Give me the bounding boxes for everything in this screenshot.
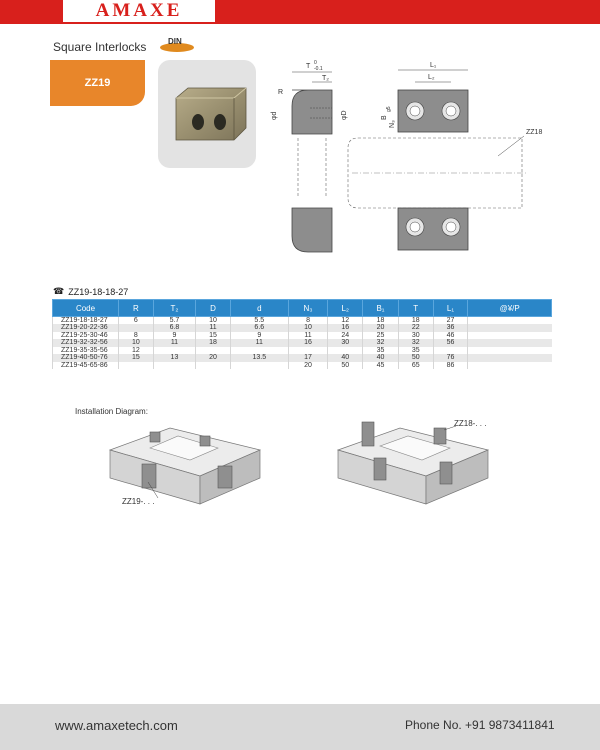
dim-T-upper-tol: 0	[314, 60, 317, 66]
dim-g5: g5	[386, 106, 392, 112]
cell-T: 50	[398, 354, 433, 362]
cell-D: 18	[196, 339, 231, 347]
cell-L2	[328, 347, 363, 355]
cell-price	[468, 332, 552, 340]
cell-L1	[433, 347, 468, 355]
col-L1[interactable]: L₁	[433, 300, 468, 317]
cell-price	[468, 354, 552, 362]
table-row	[53, 354, 552, 362]
col-code[interactable]: Code	[53, 300, 119, 317]
cell-T2: 9	[153, 332, 195, 340]
cell-T: 65	[398, 362, 433, 370]
cell-price	[468, 324, 552, 332]
col-price[interactable]: @¥/P	[468, 300, 552, 317]
cell-T2: 6.8	[153, 324, 195, 332]
cell-R: 12	[119, 347, 154, 355]
technical-drawing	[262, 58, 562, 258]
cell-d	[230, 347, 288, 355]
col-T2[interactable]: T₂	[153, 300, 195, 317]
cell-N3: 16	[288, 339, 328, 347]
cell-B1: 20	[363, 324, 399, 332]
installation-diagram	[100, 420, 520, 530]
cell-R: 6	[119, 317, 154, 325]
cell-d: 6.6	[230, 324, 288, 332]
table-row	[53, 347, 552, 355]
cell-R: 15	[119, 354, 154, 362]
col-B1[interactable]: B₁	[363, 300, 399, 317]
cell-L2: 40	[328, 354, 363, 362]
cell-price	[468, 362, 552, 370]
table-title-text: ZZ19-18-18-27	[68, 286, 129, 297]
cell-price	[468, 347, 552, 355]
cell-code: ZZ19-20-22-36	[53, 324, 119, 332]
cell-T: 22	[398, 324, 433, 332]
cell-N3: 20	[288, 362, 328, 370]
dim-T: T	[306, 63, 311, 70]
cell-L1: 86	[433, 362, 468, 370]
cell-B1: 25	[363, 332, 399, 340]
col-L2[interactable]: L₂	[328, 300, 363, 317]
cell-R: 10	[119, 339, 154, 347]
cell-price	[468, 339, 552, 347]
cell-code: ZZ19-25-30-46	[53, 332, 119, 340]
cell-code: ZZ19-40-50-76	[53, 354, 119, 362]
cell-R: 8	[119, 332, 154, 340]
cell-T2: 5.7	[153, 317, 195, 325]
table-title	[53, 286, 128, 297]
cell-L2: 12	[328, 317, 363, 325]
cell-code: ZZ19-45-65-86	[53, 362, 119, 370]
cell-d: 13.5	[230, 354, 288, 362]
cell-D: 20	[196, 354, 231, 362]
cell-d: 11	[230, 339, 288, 347]
col-T[interactable]: T	[398, 300, 433, 317]
cell-T2	[153, 347, 195, 355]
product-tab[interactable]	[50, 60, 145, 106]
cell-T2: 13	[153, 354, 195, 362]
installation-label: Installation Diagram:	[75, 407, 148, 416]
cell-D	[196, 347, 231, 355]
cell-d: 5.5	[230, 317, 288, 325]
cell-T2	[153, 362, 195, 370]
cell-T: 32	[398, 339, 433, 347]
interlock-block-image	[158, 60, 256, 168]
cell-L1: 56	[433, 339, 468, 347]
table-row	[53, 317, 552, 325]
cell-N3	[288, 347, 328, 355]
din-badge	[160, 37, 194, 53]
col-N3[interactable]: N₃	[288, 300, 328, 317]
cell-T2: 11	[153, 339, 195, 347]
cell-L1: 36	[433, 324, 468, 332]
cell-d	[230, 362, 288, 370]
page-title: Square Interlocks	[53, 40, 147, 54]
cell-B1: 18	[363, 317, 399, 325]
dim-B: B	[381, 115, 388, 120]
cell-N3: 10	[288, 324, 328, 332]
cell-N3: 8	[288, 317, 328, 325]
website-link[interactable]: www.amaxetech.com	[55, 718, 178, 733]
cell-L2: 50	[328, 362, 363, 370]
table-row	[53, 332, 552, 340]
table-row	[53, 362, 552, 370]
cell-R	[119, 324, 154, 332]
cell-code: ZZ19-32-32-56	[53, 339, 119, 347]
table-header-row	[53, 300, 552, 317]
cell-R	[119, 362, 154, 370]
brand-name: AMAXE	[95, 0, 183, 21]
cell-D	[196, 362, 231, 370]
zz18-callout: ZZ18	[526, 129, 543, 136]
spec-table	[52, 299, 552, 369]
cell-B1: 45	[363, 362, 399, 370]
cell-B1: 32	[363, 339, 399, 347]
cell-L1: 27	[433, 317, 468, 325]
col-d[interactable]: d	[230, 300, 288, 317]
phone-number: Phone No. +91 9873411841	[405, 718, 555, 732]
cell-code: ZZ19-35-35-56	[53, 347, 119, 355]
cell-d: 9	[230, 332, 288, 340]
cell-N3: 17	[288, 354, 328, 362]
cell-T: 30	[398, 332, 433, 340]
product-code-label: ZZ19	[84, 77, 111, 89]
product-photo	[158, 60, 256, 168]
dim-L2: L₂	[428, 74, 435, 81]
cell-L2: 30	[328, 339, 363, 347]
din-badge-text: DIN	[168, 37, 182, 46]
dim-N3: N₃	[389, 120, 396, 128]
col-D[interactable]: D	[196, 300, 231, 317]
cell-L1: 46	[433, 332, 468, 340]
left-callout: ZZ19-. . .	[122, 497, 155, 506]
dim-T-lower-tol: -0.1	[314, 66, 323, 72]
phone-icon: ☎	[53, 286, 65, 296]
cell-D: 11	[196, 324, 231, 332]
dim-T2: T₂	[322, 75, 329, 82]
cell-T: 18	[398, 317, 433, 325]
cell-D: 15	[196, 332, 231, 340]
table-row	[53, 324, 552, 332]
dim-R: R	[278, 89, 284, 96]
cell-D: 10	[196, 317, 231, 325]
cell-T: 35	[398, 347, 433, 355]
header-bar	[0, 0, 600, 24]
cell-price	[468, 317, 552, 325]
dim-phi-D: φD	[341, 110, 348, 120]
cell-B1: 40	[363, 354, 399, 362]
cell-B1: 35	[363, 347, 399, 355]
dim-phi-d: φd	[271, 111, 278, 120]
table-row	[53, 339, 552, 347]
cell-L2: 16	[328, 324, 363, 332]
brand-logo[interactable]	[63, 0, 215, 22]
cell-code: ZZ19-18-18-27	[53, 317, 119, 325]
cell-L1: 76	[433, 354, 468, 362]
cell-N3: 11	[288, 332, 328, 340]
dim-L1: L₁	[430, 62, 437, 69]
right-callout: ZZ18-. . .	[454, 420, 487, 428]
col-R[interactable]: R	[119, 300, 154, 317]
cell-L2: 24	[328, 332, 363, 340]
